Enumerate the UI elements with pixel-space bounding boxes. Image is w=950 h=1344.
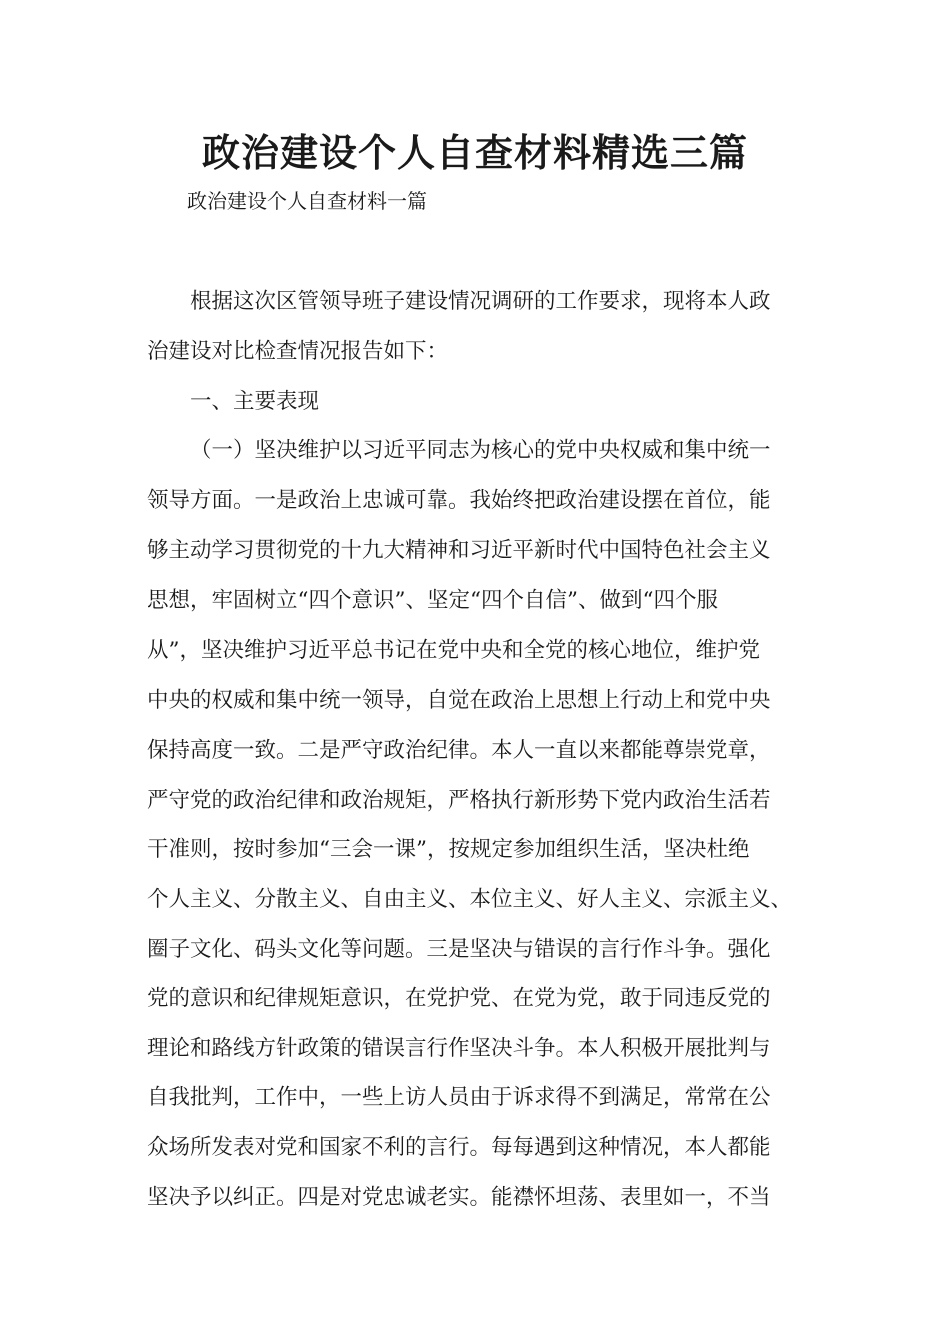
paragraph-line: 保持高度一致。二是严守政治纪律。本人一直以来都能尊崇党章， [147, 738, 771, 763]
paragraph-line: 思想，牢固树立“四个意识”、坚定“四个自信”、做到“四个服 [147, 588, 718, 613]
paragraph-line: 从”，坚决维护习近平总书记在党中央和全党的核心地位，维护党 [147, 638, 760, 663]
document-subtitle: 政治建设个人自查材料一篇 [187, 189, 427, 213]
document-title: 政治建设个人自查材料精选三篇 [201, 131, 748, 175]
section-heading: 一、主要表现 [190, 389, 320, 414]
paragraph-line: 根据这次区管领导班子建设情况调研的工作要求，现将本人政 [190, 289, 771, 314]
paragraph-line: 众场所发表对党和国家不利的言行。每每遇到这种情况，本人都能 [147, 1135, 771, 1160]
paragraph-line: 自我批判，工作中，一些上访人员由于诉求得不到满足，常常在公 [147, 1085, 771, 1110]
paragraph-line: 治建设对比检查情况报告如下： [147, 339, 449, 364]
paragraph-line: 圈子文化、码头文化等问题。三是坚决与错误的言行作斗争。强化 [147, 937, 771, 962]
paragraph-line: 严守党的政治纪律和政治规矩，严格执行新形势下党内政治生活若 [147, 788, 771, 813]
paragraph-line: 坚决予以纠正。四是对党忠诚老实。能襟怀坦荡、表里如一，不当 [147, 1185, 771, 1210]
paragraph-line: 党的意识和纪律规矩意识，在党护党、在党为党，敢于同违反党的 [147, 986, 771, 1011]
paragraph-line: （一）坚决维护以习近平同志为核心的党中央权威和集中统一 [190, 438, 771, 463]
paragraph-line: 理论和路线方针政策的错误言行作坚决斗争。本人积极开展批判与 [147, 1036, 771, 1061]
paragraph-line: 够主动学习贯彻党的十九大精神和习近平新时代中国特色社会主义 [147, 538, 771, 563]
paragraph-line: 领导方面。一是政治上忠诚可靠。我始终把政治建设摆在首位，能 [147, 488, 771, 513]
paragraph-line: 干准则，按时参加“三会一课”，按规定参加组织生活，坚决杜绝 [147, 837, 750, 862]
paragraph-line: 中央的权威和集中统一领导，自觉在政治上思想上行动上和党中央 [147, 688, 771, 713]
paragraph-line: 个人主义、分散主义、自由主义、本位主义、好人主义、宗派主义、 [147, 887, 793, 912]
